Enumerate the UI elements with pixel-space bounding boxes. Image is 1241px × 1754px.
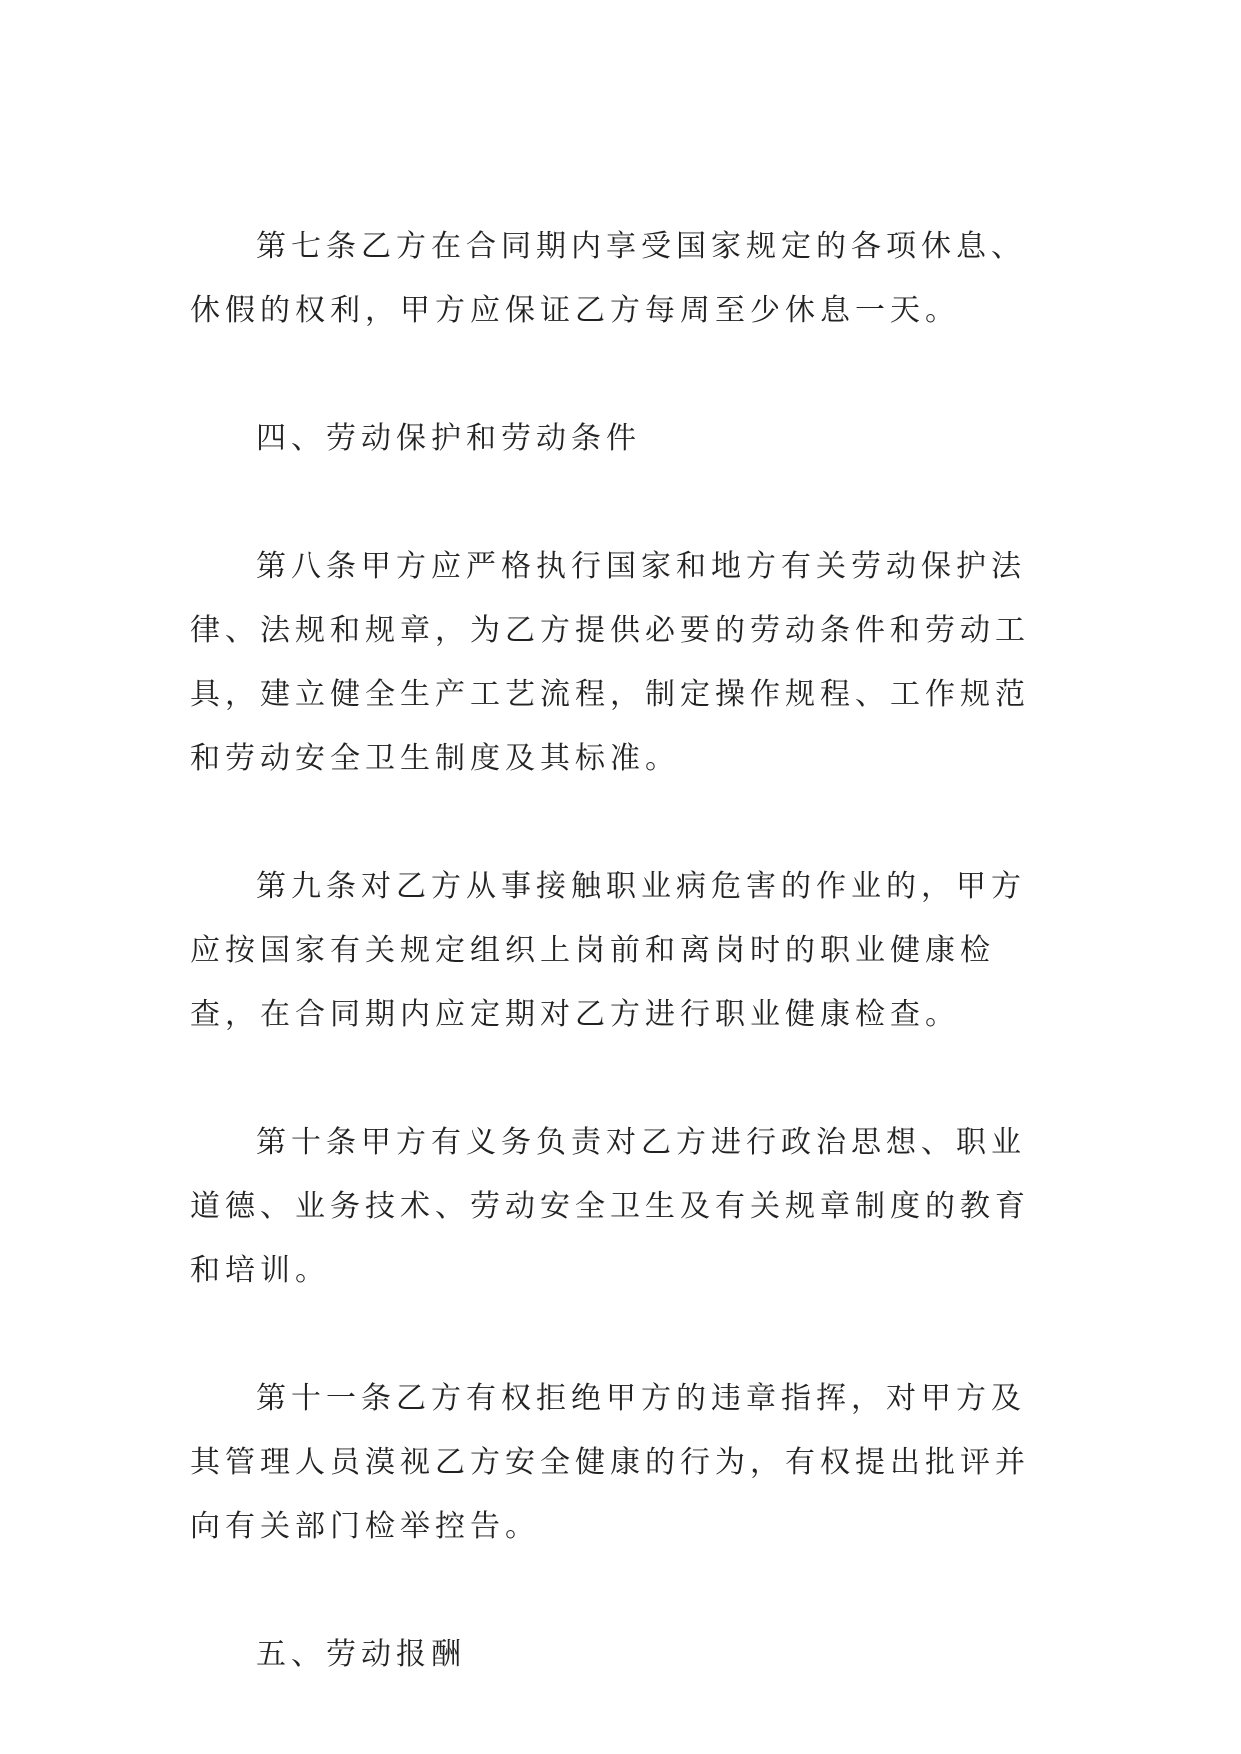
spacer: [190, 791, 1050, 855]
spacer: [190, 471, 1050, 535]
clause-11: 第十一条乙方有权拒绝甲方的违章指挥，对甲方及其管理人员漠视乙方安全健康的行为，有权提出批评并向有关部门检举控告。: [190, 1381, 1030, 1544]
clause-10: 第十条甲方有义务负责对乙方进行政治思想、职业道德、业务技术、劳动安全卫生及有关规章制度的教育和培训。: [190, 1125, 1030, 1288]
clause-8: 第八条甲方应严格执行国家和地方有关劳动保护法律、法规和规章，为乙方提供必要的劳动条件和劳动工具，建立健全生产工艺流程，制定操作规程、工作规范和劳动安全卫生制度及其标准。: [190, 549, 1030, 776]
spacer: [190, 1559, 1050, 1623]
clause-7: 第七条乙方在合同期内享受国家规定的各项休息、休假的权利，甲方应保证乙方每周至少休息一天。: [190, 229, 1026, 328]
section-heading-4: 四、劳动保护和劳动条件: [256, 421, 641, 456]
spacer: [190, 343, 1050, 407]
spacer: [190, 1047, 1050, 1111]
document-body: [190, 215, 1050, 1687]
clause-9: 第九条对乙方从事接触职业病危害的作业的，甲方应按国家有关规定组织上岗前和离岗时的职业健康检查，在合同期内应定期对乙方进行职业健康检查。: [190, 869, 1026, 1032]
spacer: [190, 1303, 1050, 1367]
section-heading-5: 五、劳动报酬: [256, 1637, 466, 1672]
